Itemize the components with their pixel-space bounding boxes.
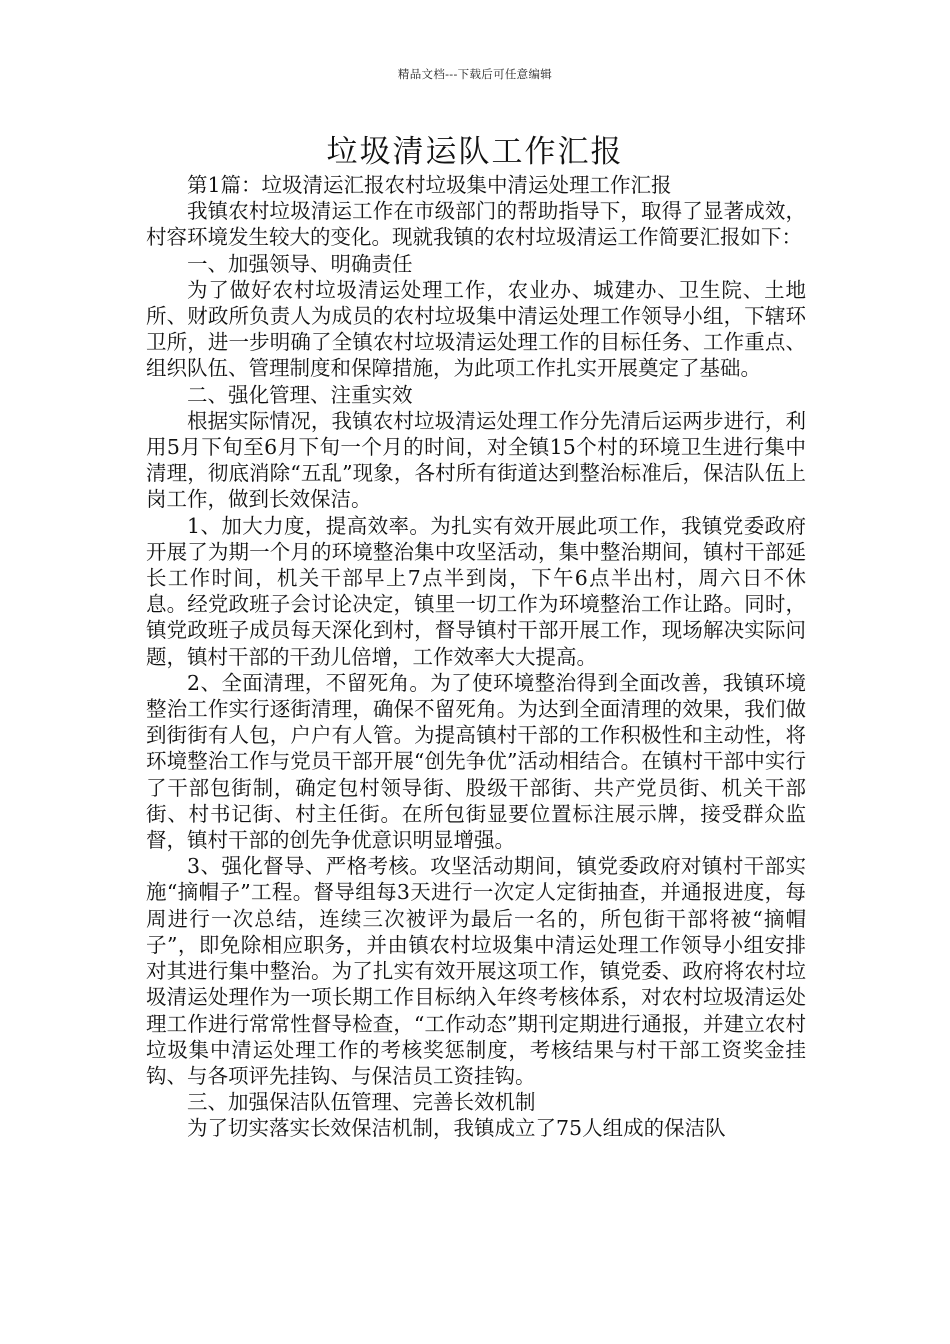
section-heading-2: 二、强化管理、注重实效 [187, 382, 413, 407]
header-note: 精品文档---下载后可任意编辑 [397, 67, 553, 81]
body-paragraph: 2、全面清理，不留死角。为了使环境整治得到全面改善，我镇环境整治工作实行逐街清理，确保不留死角。为达到全面清理的效果，我们做到街街有人包，户户有人管。为提高镇村干部的工作积极性和主动性，将环境整治工作与党员干部开展“创先争优”活动相结合。在镇村干部中实行了干部包街制，确定包村领导街、股级干部街、共产党员街、机关干部街、村书记街、村主任街。在所包街显要位置标注展示牌，接受群众监督，镇村干部的创先争优意识明显增强。 [146, 670, 806, 853]
section-heading-3: 三、加强保洁队伍管理、完善长效机制 [187, 1090, 536, 1115]
section-heading-1: 一、加强领导、明确责任 [187, 251, 413, 276]
body-paragraph: 为了做好农村垃圾清运处理工作，农业办、城建办、卫生院、土地所、财政所负责人为成员的农村垃圾集中清运处理工作领导小组，下辖环卫所，进一步明确了全镇农村垃圾清运处理工作的目标任务、工作重点、组织队伍、管理制度和保障措施，为此项工作扎实开展奠定了基础。 [146, 277, 806, 381]
article-subtitle: 第1篇：垃圾清运汇报农村垃圾集中清运处理工作汇报 [187, 173, 672, 197]
body-paragraph: 3、强化督导、严格考核。攻坚活动期间，镇党委政府对镇村干部实施“摘帽子”工程。督导组每3天进行一次定人定街抽查，并通报进度，每周进行一次总结，连续三次被评为最后一名的，所包街干部将被“摘帽子”，即免除相应职务，并由镇农村垃圾集中清运处理工作领导小组安排对其进行集中整治。为了扎实有效开展这项工作，镇党委、政府将农村垃圾清运处理作为一项长期工作目标纳入年终考核体系，对农村垃圾清运处理工作进行常常性督导检查，“工作动态”期刊定期进行通报，并建立农村垃圾集中清运处理工作的考核奖惩制度，考核结果与村干部工资奖金挂钩、与各项评先挂钩、与保洁员工资挂钩。 [146, 854, 806, 1088]
body-paragraph: 1、加大力度，提高效率。为扎实有效开展此项工作，我镇党委政府开展了为期一个月的环境整治集中攻坚活动，集中整治期间，镇村干部延长工作时间，机关干部早上7点半到岗，下午6点半出村，周六日不休息。经党政班子会讨论决定，镇里一切工作为环境整治工作让路。同时，镇党政班子成员每天深化到村，督导镇村干部开展工作，现场解决实际问题，镇村干部的干劲儿倍增，工作效率大大提高。 [146, 513, 806, 669]
document-body [146, 172, 806, 1142]
document-title: 垃圾清运队工作汇报 [326, 134, 624, 170]
body-paragraph: 根据实际情况，我镇农村垃圾清运处理工作分先清后运两步进行，利用5月下旬至6月下旬一个月的时间，对全镇15个村的环境卫生进行集中清理，彻底消除“五乱”现象，各村所有街道达到整治标准后，保洁队伍上岗工作，做到长效保洁。 [146, 408, 806, 512]
body-paragraph: 为了切实落实长效保洁机制，我镇成立了75人组成的保洁队 [187, 1116, 726, 1141]
intro-paragraph: 我镇农村垃圾清运工作在市级部门的帮助指导下，取得了显著成效，村容环境发生较大的变化。现就我镇的农村垃圾清运工作简要汇报如下： [146, 199, 806, 250]
